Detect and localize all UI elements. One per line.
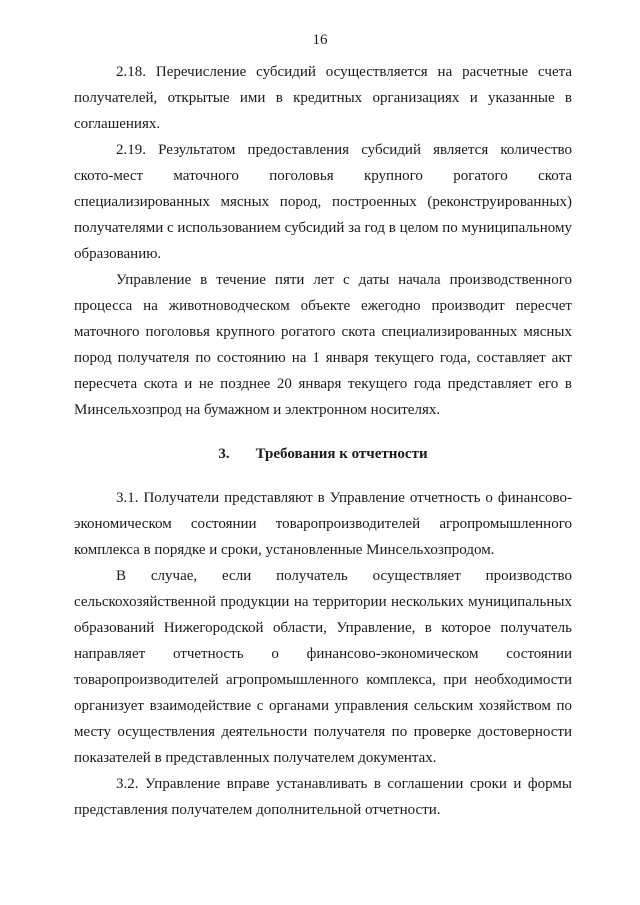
section-heading	[74, 441, 572, 467]
paragraph-recount: Управление в течение пяти лет с даты начала производственного процесса на животноводческом объекте ежегодно производит пересчет маточного поголовья крупного рогатого скота специализированных мясных пород получателя по состоянию на 1 января текущего года, составляет акт пересчета скота и не позднее 20 января текущего года представляет его в Минсельхозпрод на бумажном и электронном носителях.	[74, 272, 572, 418]
section-number: 3.	[218, 446, 230, 462]
paragraph-2-18: 2.18. Перечисление субсидий осуществляется на расчетные счета получателей, открытые ими в кредитных организациях и указанные в соглашениях.	[74, 64, 572, 132]
section-title: Требования к отчетности	[255, 446, 428, 462]
paragraph-multiple-municipalities: В случае, если получатель осуществляет производство сельскохозяйственной продукции на территории нескольких муниципальных образований Нижегородской области, Управление, в которое получатель направляет отчетность о финансово-экономическом состоянии товаропроизводителей агропромышленного комплекса, при необходимости организует взаимодействие с органами управления сельским хозяйством по месту осуществления деятельности получателя по проверке достоверности показателей в представленных получателем документах.	[74, 568, 572, 766]
paragraph-3-1: 3.1. Получатели представляют в Управление отчетность о финансово-экономическом состоянии товаропроизводителей агропромышленного комплекса в порядке и сроки, установленные Минсельхозпродом.	[74, 490, 572, 558]
document-body	[74, 59, 572, 823]
paragraph-2-19: 2.19. Результатом предоставления субсидий является количество ското-мест маточного поголовья крупного рогатого скота специализированных мясных пород, построенных (реконструированных) получателями с использованием субсидий за год в целом по муниципальному образованию.	[74, 142, 572, 262]
paragraph-3-2: 3.2. Управление вправе устанавливать в соглашении сроки и формы представления получателем дополнительной отчетности.	[74, 776, 572, 818]
page-number: 16	[312, 32, 328, 48]
